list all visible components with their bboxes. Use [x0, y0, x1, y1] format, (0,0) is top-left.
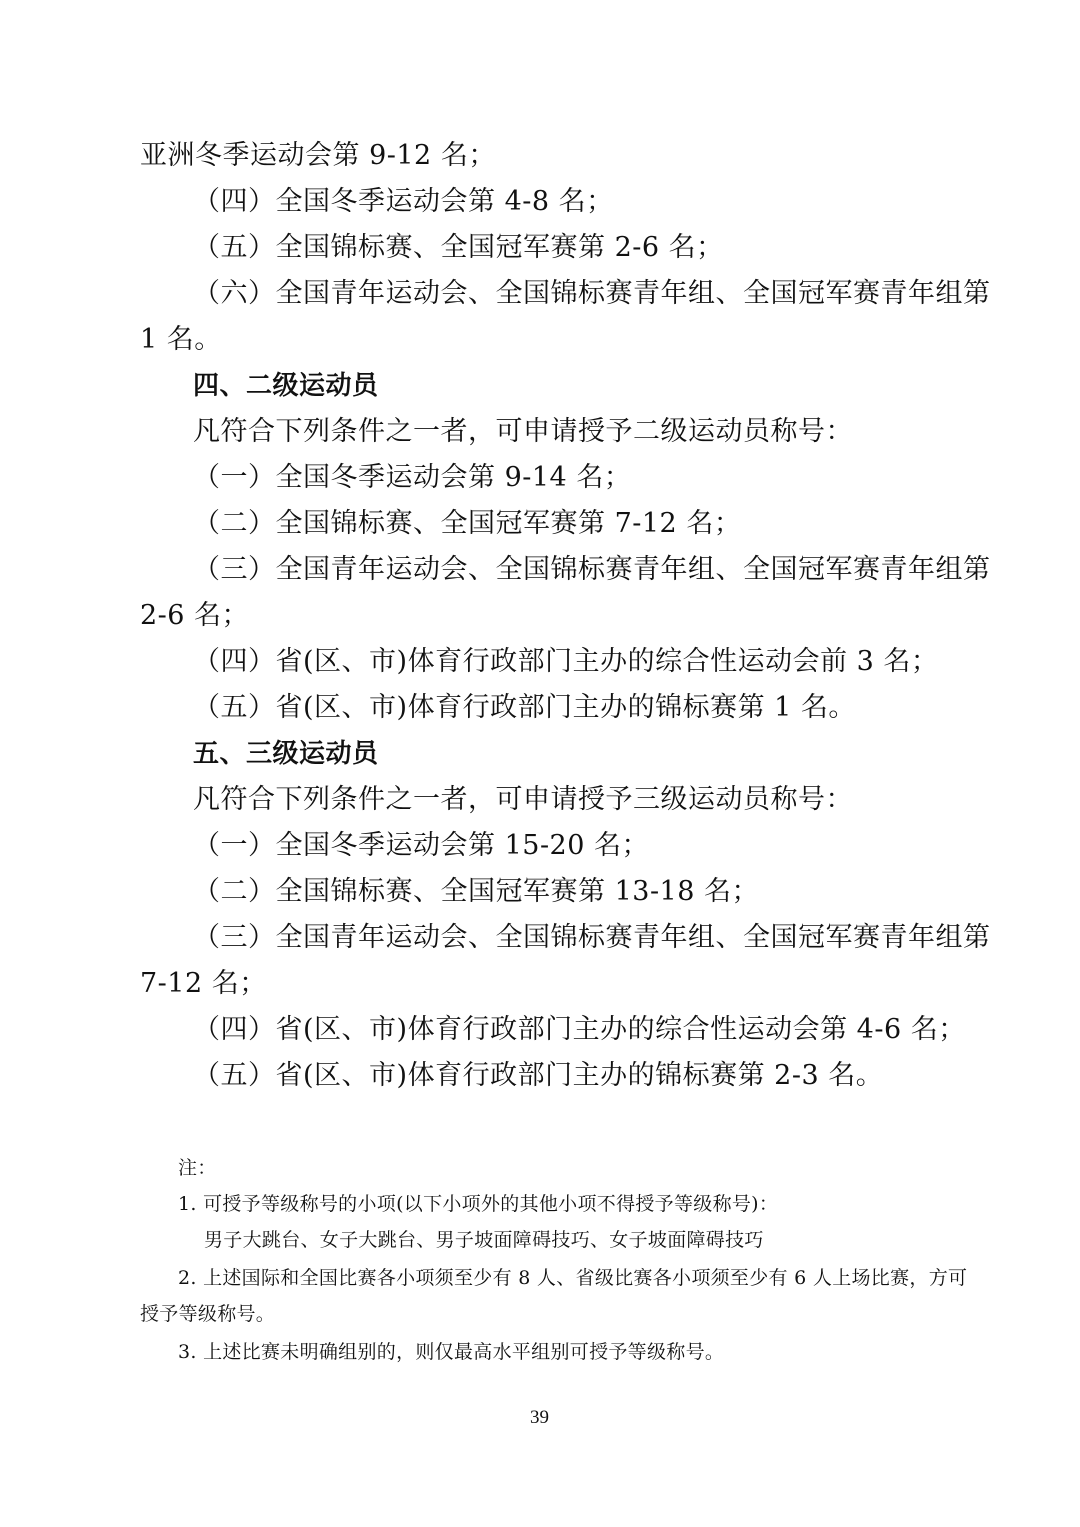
list-item-4: （四）全国冬季运动会第 4-8 名；	[193, 186, 614, 217]
list-item-5: （五）省(区、市)体育行政部门主办的锦标赛第 1 名。	[193, 692, 856, 723]
section-heading-second-class: 四、二级运动员	[193, 371, 379, 401]
note-2-continued: 授予等级称号。	[140, 1303, 276, 1325]
list-item-5: （五）省(区、市)体育行政部门主办的锦标赛第 2-3 名。	[193, 1060, 884, 1091]
body-line: 亚洲冬季运动会第 9-12 名；	[140, 140, 496, 171]
list-item-6: （六）全国青年运动会、全国锦标赛青年组、全国冠军赛青年组第	[193, 278, 991, 309]
note-3: 3. 上述比赛未明确组别的，则仅最高水平组别可授予等级称号。	[178, 1341, 725, 1363]
list-item-1: （一）全国冬季运动会第 15-20 名；	[193, 830, 650, 861]
page-number: 39	[530, 1407, 549, 1428]
list-item-5: （五）全国锦标赛、全国冠军赛第 2-6 名；	[193, 232, 724, 263]
section-intro: 凡符合下列条件之一者，可申请授予三级运动员称号：	[193, 784, 853, 815]
list-item-4: （四）省(区、市)体育行政部门主办的综合性运动会第 4-6 名；	[193, 1014, 966, 1045]
list-item-2: （二）全国锦标赛、全国冠军赛第 13-18 名；	[193, 876, 760, 907]
list-item-3-continued: 7-12 名；	[140, 968, 267, 999]
list-item-1: （一）全国冬季运动会第 9-14 名；	[193, 462, 632, 493]
section-intro: 凡符合下列条件之一者，可申请授予二级运动员称号：	[193, 416, 853, 447]
note-1-items: 男子大跳台、女子大跳台、男子坡面障碍技巧、女子坡面障碍技巧	[204, 1229, 764, 1251]
notes-label: 注：	[178, 1157, 217, 1179]
list-item-3: （三）全国青年运动会、全国锦标赛青年组、全国冠军赛青年组第	[193, 922, 991, 953]
list-item-3: （三）全国青年运动会、全国锦标赛青年组、全国冠军赛青年组第	[193, 554, 991, 585]
list-item-6-continued: 1 名。	[140, 324, 222, 355]
list-item-4: （四）省(区、市)体育行政部门主办的综合性运动会前 3 名；	[193, 646, 939, 677]
note-1: 1. 可授予等级称号的小项(以下小项外的其他小项不得授予等级称号)：	[178, 1193, 779, 1215]
list-item-2: （二）全国锦标赛、全国冠军赛第 7-12 名；	[193, 508, 742, 539]
list-item-3-continued: 2-6 名；	[140, 600, 250, 631]
note-2: 2. 上述国际和全国比赛各小项须至少有 8 人、省级比赛各小项须至少有 6 人上场比赛，方可	[178, 1267, 968, 1289]
section-heading-third-class: 五、三级运动员	[193, 739, 379, 769]
